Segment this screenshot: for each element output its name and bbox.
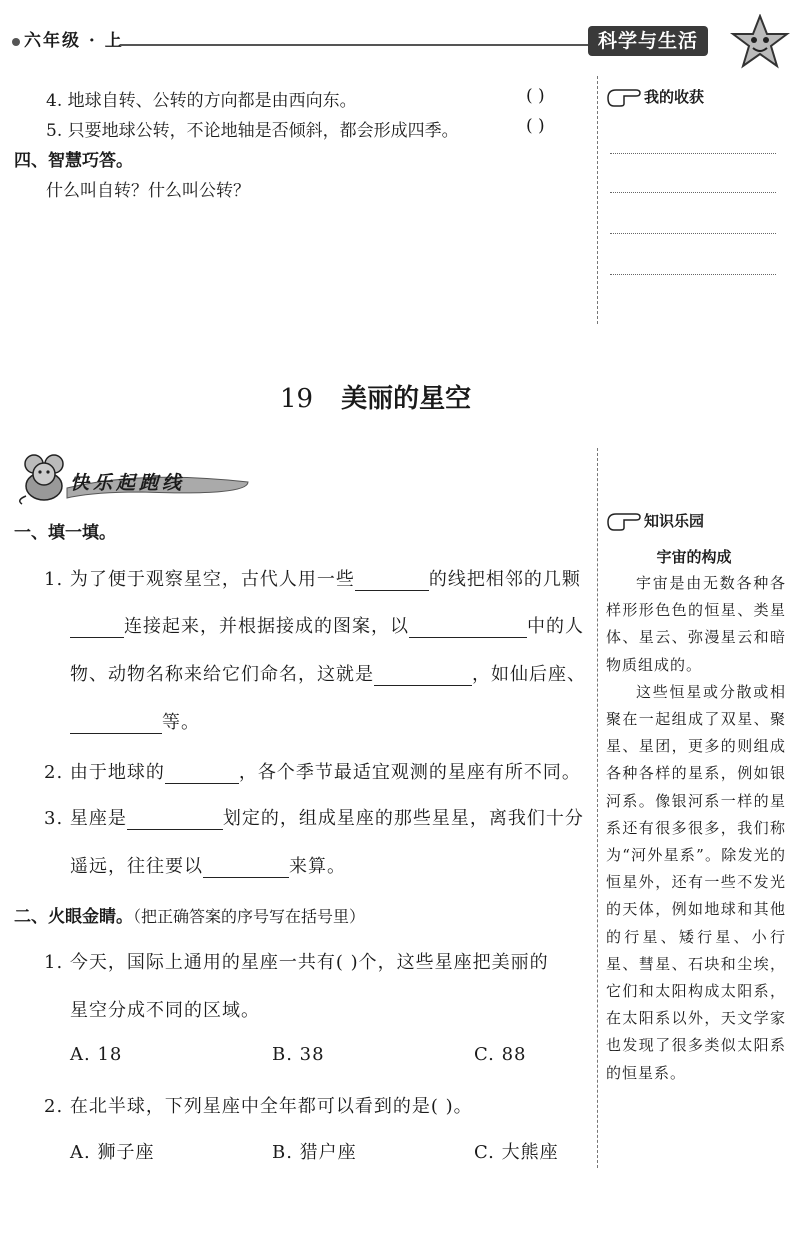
notes-line-3[interactable]: [610, 233, 776, 234]
fill-q3-text-c: 遥远，往往要以: [70, 856, 203, 877]
fill-q3-text-a: 3. 星座是: [44, 808, 127, 829]
mc-q1-option-a[interactable]: A. 18: [70, 1044, 123, 1065]
mc-q2-option-c[interactable]: C. 大熊座: [474, 1142, 559, 1163]
pointing-hand-icon: [606, 508, 642, 532]
bullet-dot-icon: [12, 38, 20, 46]
section-4-question: 什么叫自转？什么叫公转？: [46, 181, 250, 201]
grade-text: 六年级 · 上: [24, 31, 124, 51]
side-paragraph-1: 宇宙是由无数各种各样形形色色的恒星、类星体、星云、弥漫星云和暗物质组成的。: [606, 574, 786, 674]
lesson-name: 美丽的星空: [341, 384, 472, 414]
side-article: [606, 570, 786, 1087]
fill-q3-text-b: 划定的，组成星座的那些星星，离我们十分: [222, 808, 584, 829]
tf-question-5: 5. 只要地球公转，不论地轴是否倾斜，都会形成四季。: [46, 121, 459, 141]
side-divider-top: [597, 76, 598, 324]
fill-q1-text-f: ，如仙后座、: [472, 664, 586, 685]
side-title-knowledge: 知识乐园: [644, 512, 705, 530]
fill-q1-line2: [70, 612, 584, 638]
mc-q2-option-b[interactable]: B. 猎户座: [272, 1142, 357, 1163]
fill-q2-text-a: 2. 由于地球的: [44, 762, 165, 783]
lesson-number: 19: [280, 384, 314, 414]
header-rule: [120, 44, 590, 46]
fill-q2: [44, 758, 581, 784]
fill-q1-text-c: 连接起来，并根据接成的图案，以: [124, 616, 409, 637]
notes-line-1[interactable]: [610, 153, 776, 154]
grade-label: [12, 26, 124, 51]
notes-line-2[interactable]: [610, 192, 776, 193]
blank-3[interactable]: [409, 619, 527, 638]
blank-6[interactable]: [165, 765, 239, 784]
mc-q2: 2. 在北半球，下列星座中全年都可以看到的是( )。: [44, 1096, 473, 1117]
notes-line-4[interactable]: [610, 274, 776, 275]
fill-q1-line1: [44, 565, 581, 591]
fill-q1-text-g: 等。: [162, 712, 200, 733]
brand-title: 科学与生活: [588, 26, 708, 56]
fill-q1-text-d: 中的人: [527, 616, 584, 637]
part-2-title-text: 二、火眼金睛。: [14, 907, 133, 927]
blank-8[interactable]: [203, 859, 289, 878]
pointing-hand-icon: [606, 84, 642, 108]
star-mascot-icon: [730, 14, 790, 70]
blank-4[interactable]: [374, 667, 472, 686]
fill-q1-text-b: 的线把相邻的几颗: [428, 569, 581, 590]
side-title-harvest: 我的收获: [644, 88, 705, 106]
fill-q1-line4: [70, 708, 200, 734]
mc-q1-line1: 1. 今天，国际上通用的星座一共有( )个，这些星座把美丽的: [44, 952, 549, 973]
fill-q1-line3: [70, 660, 586, 686]
fill-q2-text-b: ，各个季节最适宜观测的星座有所不同。: [238, 762, 581, 783]
blank-1[interactable]: [355, 572, 429, 591]
side-subtitle: 宇宙的构成: [656, 548, 732, 566]
mc-q1-option-c[interactable]: C. 88: [474, 1044, 527, 1065]
tf-question-4: 4. 地球自转、公转的方向都是由西向东。: [46, 91, 357, 111]
mc-q1-line2: 星空分成不同的区域。: [70, 1000, 260, 1021]
part-2-title: [14, 902, 365, 927]
fill-q1-text-a: 1. 为了便于观察星空，古代人用一些: [44, 569, 355, 590]
blank-5[interactable]: [70, 715, 162, 734]
part-2-title-note: （把正确答案的序号写在括号里）: [133, 907, 366, 926]
fill-q3-line2: [70, 852, 346, 878]
blank-2[interactable]: [70, 619, 124, 638]
fill-q3-line1: [44, 804, 584, 830]
mc-q2-option-a[interactable]: A. 狮子座: [70, 1142, 155, 1163]
answer-paren-4[interactable]: ( ): [526, 86, 545, 106]
fill-q3-text-d: 来算。: [289, 856, 346, 877]
lesson-title: [280, 378, 471, 415]
part-1-title: 一、填一填。: [14, 523, 116, 543]
blank-7[interactable]: [127, 811, 223, 830]
side-paragraph-2: 这些恒星或分散或相聚在一起组成了双星、聚星、星团，更多的则组成各种各样的星系，例如银河系。像银河系一样的星系还有很多很多，我们称为“河外星系”。除发光的恒星外，还有一些不发光的天体，例如地球和其他的行星、矮行星、小行星、彗星、石块和尘埃，它们和太阳构成太阳系，在太阳系以外，天文学家也发现了很多类似太阳系的恒星系。: [606, 682, 786, 1082]
section-4-title: 四、智慧巧答。: [14, 151, 133, 171]
mc-q1-option-b[interactable]: B. 38: [272, 1044, 325, 1065]
answer-paren-5[interactable]: ( ): [526, 116, 545, 136]
fill-q1-text-e: 物、动物名称来给它们命名，这就是: [70, 664, 374, 685]
side-divider-bottom: [597, 448, 598, 1168]
banner-title: 快乐起跑线: [70, 472, 186, 494]
